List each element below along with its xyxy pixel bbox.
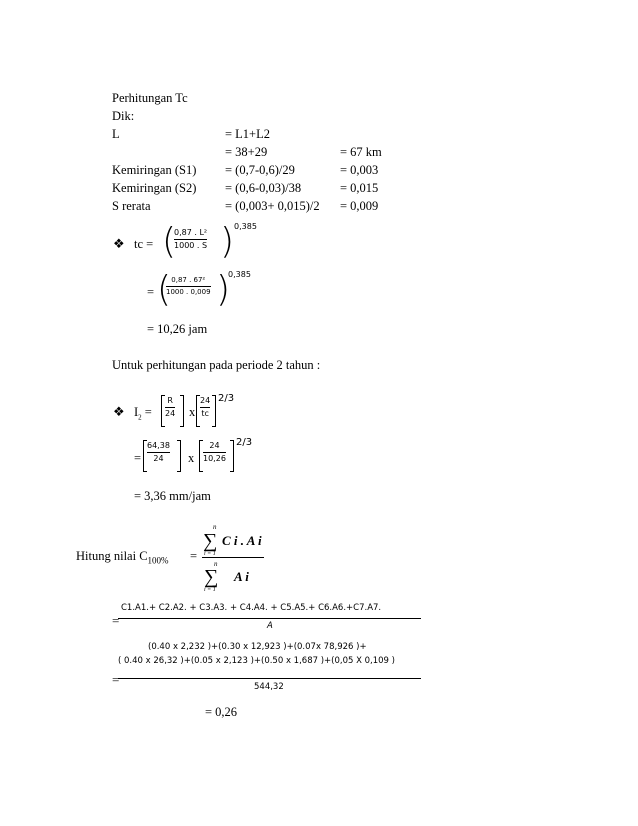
right-bracket-icon [180, 395, 184, 427]
tc-equals: = [147, 285, 155, 299]
fraction-bar [200, 407, 210, 408]
c100-values-denominator: 544,32 [254, 682, 284, 692]
tc-ratio-numerator: 24 [200, 396, 211, 405]
c100-subscript: 100% [147, 555, 169, 566]
sum-upper-limit: n [214, 560, 218, 568]
r-denominator-value: 24 [153, 454, 164, 463]
given-row-result: = 67 km [340, 145, 382, 159]
fraction-bar [202, 557, 264, 558]
intensity-exponent: 2/3 [236, 437, 253, 448]
r-fraction-values [147, 442, 170, 463]
given-row-expr: = (0,003+ 0,015)/2 [225, 199, 320, 213]
fraction-bar [147, 452, 170, 453]
intensity-equals: = [144, 405, 152, 419]
intensity-lhs [134, 406, 152, 422]
c100-expanded-numerator: C1.A1.+ C2.A2. + C3.A3. + C4.A4. + C5.A5.+ C6.A6.+C7.A7. [121, 603, 382, 613]
intensity-result: = 3,36 mm/jam [134, 489, 211, 503]
tc-denominator: 1000 . S [174, 241, 208, 250]
c100-label [76, 550, 169, 566]
tc-fraction-values [166, 277, 211, 296]
fraction-bar [118, 678, 421, 679]
tc-fraction [174, 229, 207, 250]
tc-ratio-fraction [200, 397, 210, 418]
c100-values-line-1: (0.40 x 2,232 )+(0.30 x 12,923 )+(0.07x 78,926 )+ [148, 642, 367, 652]
intensity-symbol: I [134, 405, 139, 419]
intensity-exponent: 2/3 [218, 393, 235, 404]
row-equals: = [112, 672, 120, 687]
left-paren-icon: ( [162, 221, 177, 262]
right-bracket-icon [177, 440, 181, 472]
tc-lhs: tc = [134, 237, 154, 251]
sigma-icon: ∑ [204, 566, 219, 588]
given-row-label: S rerata [112, 199, 151, 213]
sum-lower-limit: i = 1 [204, 551, 216, 557]
c100-equals: = [190, 549, 198, 563]
c100-numerator: C i . A i [222, 533, 262, 548]
given-row-expr: = (0,7-0,6)/29 [225, 163, 295, 177]
given-row-result: = 0,003 [340, 163, 379, 177]
tc-numerator-values: 0,87 . 67² [171, 276, 206, 284]
tc-ratio-denominator-value: 10,26 [203, 454, 226, 463]
given-row-expr: = L1+L2 [225, 127, 270, 141]
fraction-bar [174, 239, 207, 240]
right-paren-icon: ) [216, 269, 231, 310]
intensity-intro: Untuk perhitungan pada periode 2 tahun : [112, 358, 321, 372]
sum-upper-limit: n [213, 523, 217, 531]
r-denominator: 24 [165, 409, 176, 418]
tc-exponent: 0,385 [234, 222, 257, 231]
given-row-label: Kemiringan (S2) [112, 181, 197, 195]
fraction-bar [165, 407, 175, 408]
left-paren-icon: ( [157, 269, 172, 310]
c100-label-text: Hitung nilai C [76, 549, 148, 563]
sigma-icon: ∑ [203, 530, 218, 552]
c100-expanded-denominator: A [267, 621, 273, 631]
bullet-diamond-icon: ❖ [113, 405, 125, 420]
right-bracket-icon [230, 440, 234, 472]
fraction-bar [118, 618, 421, 619]
c100-values-line-2: ( 0.40 x 26,32 )+(0.05 x 2,123 )+(0.50 x 1,687 )+(0,05 X 0,109 ) [118, 656, 395, 666]
intensity-equals: = [134, 451, 142, 465]
given-label: Dik: [112, 109, 135, 123]
given-row-result: = 0,009 [340, 199, 379, 213]
given-row-expr: = (0,6-0,03)/38 [225, 181, 302, 195]
right-paren-icon: ) [220, 221, 235, 262]
given-row-label: L [112, 127, 120, 141]
times-sign: x [189, 405, 196, 419]
r-numerator: R [167, 396, 173, 405]
given-row-result: = 0,015 [340, 181, 379, 195]
times-sign: x [188, 451, 195, 465]
tc-numerator: 0,87 . L² [174, 228, 208, 237]
given-row-expr: = 38+29 [225, 145, 268, 159]
fraction-bar [166, 286, 211, 287]
sum-lower-limit: i = 1 [204, 587, 216, 593]
tc-denominator-values: 1000 . 0,009 [166, 288, 211, 296]
c100-result: = 0,26 [205, 705, 238, 719]
c100-denominator: A i [234, 569, 249, 584]
r-fraction [165, 397, 175, 418]
given-row-label: Kemiringan (S1) [112, 163, 197, 177]
tc-result: = 10,26 jam [147, 322, 208, 336]
tc-exponent: 0,385 [228, 270, 251, 279]
bullet-diamond-icon: ❖ [113, 237, 125, 252]
tc-ratio-fraction-values [203, 442, 226, 463]
tc-ratio-denominator: tc [201, 409, 209, 418]
fraction-bar [203, 452, 226, 453]
tc-ratio-numerator-value: 24 [209, 441, 220, 450]
right-bracket-icon [212, 395, 216, 427]
section-title: Perhitungan Tc [112, 91, 188, 105]
row-equals: = [112, 613, 120, 628]
intensity-subscript: 2 [138, 413, 142, 422]
r-numerator-value: 64,38 [147, 441, 170, 450]
